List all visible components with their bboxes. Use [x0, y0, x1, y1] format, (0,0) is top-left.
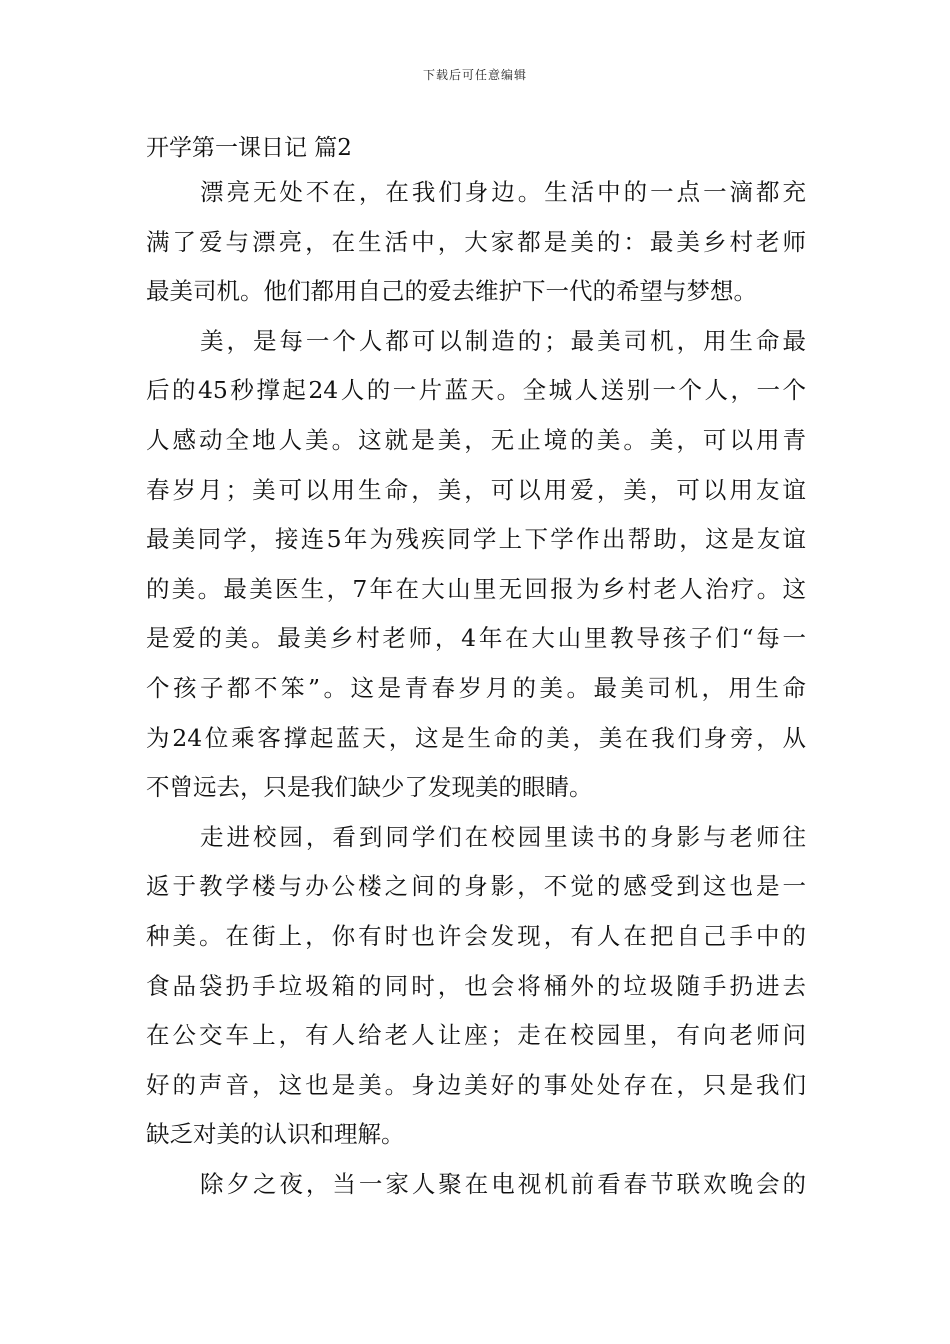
paragraph-line: 人感动全地人美。这就是美，无止境的美。美，可以用青: [146, 425, 806, 454]
paragraph-line: 走进校园，看到同学们在校园里读书的身影与老师往: [200, 822, 806, 851]
paragraph-line: 最美司机。他们都用自己的爱去维护下一代的希望与梦想。: [146, 277, 757, 306]
paragraph-line: 个孩子都不笨”。这是青春岁月的美。最美司机，用生命: [146, 673, 806, 702]
paragraph-line: 是爱的美。最美乡村老师，4年在大山里教导孩子们“每一: [146, 624, 806, 653]
paragraph-line: 的美。最美医生，7年在大山里无回报为乡村老人治疗。这: [146, 574, 806, 603]
paragraph-3: [146, 813, 806, 1160]
paragraph-line: 为24位乘客撑起蓝天，这是生命的美，美在我们身旁，从: [146, 723, 806, 752]
paragraph-line: 漂亮无处不在，在我们身边。生活中的一点一滴都充: [200, 178, 806, 206]
paragraph-line: 春岁月；美可以用生命，美，可以用爱，美，可以用友谊: [146, 475, 806, 504]
paragraph-line: 后的45秒撑起24人的一片蓝天。全城人送别一个人，一个: [146, 376, 806, 405]
paragraph-line: 不曾远去，只是我们缺少了发现美的眼睛。: [146, 773, 593, 802]
paragraph-line: 缺乏对美的认识和理解。: [146, 1120, 405, 1149]
paragraph-line: 返于教学楼与办公楼之间的身影，不觉的感受到这也是一: [146, 872, 806, 901]
paragraph-line: 除夕之夜，当一家人聚在电视机前看春节联欢晚会的: [200, 1169, 806, 1198]
paragraph-line: 最美同学，接连5年为残疾同学上下学作出帮助，这是友谊: [146, 525, 806, 554]
paragraph-line: 食品袋扔手垃圾箱的同时，也会将桶外的垃圾随手扔进去: [146, 971, 806, 1000]
paragraph-4: [146, 1160, 806, 1210]
page-header: 下载后可任意编辑: [422, 68, 527, 82]
document-body: [146, 130, 806, 1209]
paragraph-line: 好的声音，这也是美。身边美好的事处处存在，只是我们: [146, 1070, 806, 1099]
paragraph-line: 满了爱与漂亮，在生活中，大家都是美的：最美乡村老师: [146, 227, 806, 256]
paragraph-line: 种美。在街上，你有时也许会发现，有人在把自己手中的: [146, 921, 806, 950]
paragraph-line: 美，是每一个人都可以制造的；最美司机，用生命最: [200, 326, 806, 355]
paragraph-2: [146, 317, 806, 813]
paragraph-line: 在公交车上，有人给老人让座；走在校园里，有向老师问: [146, 1021, 806, 1050]
document-title: 开学第一课日记 篇2: [146, 135, 352, 161]
paragraph-1: [146, 168, 806, 317]
